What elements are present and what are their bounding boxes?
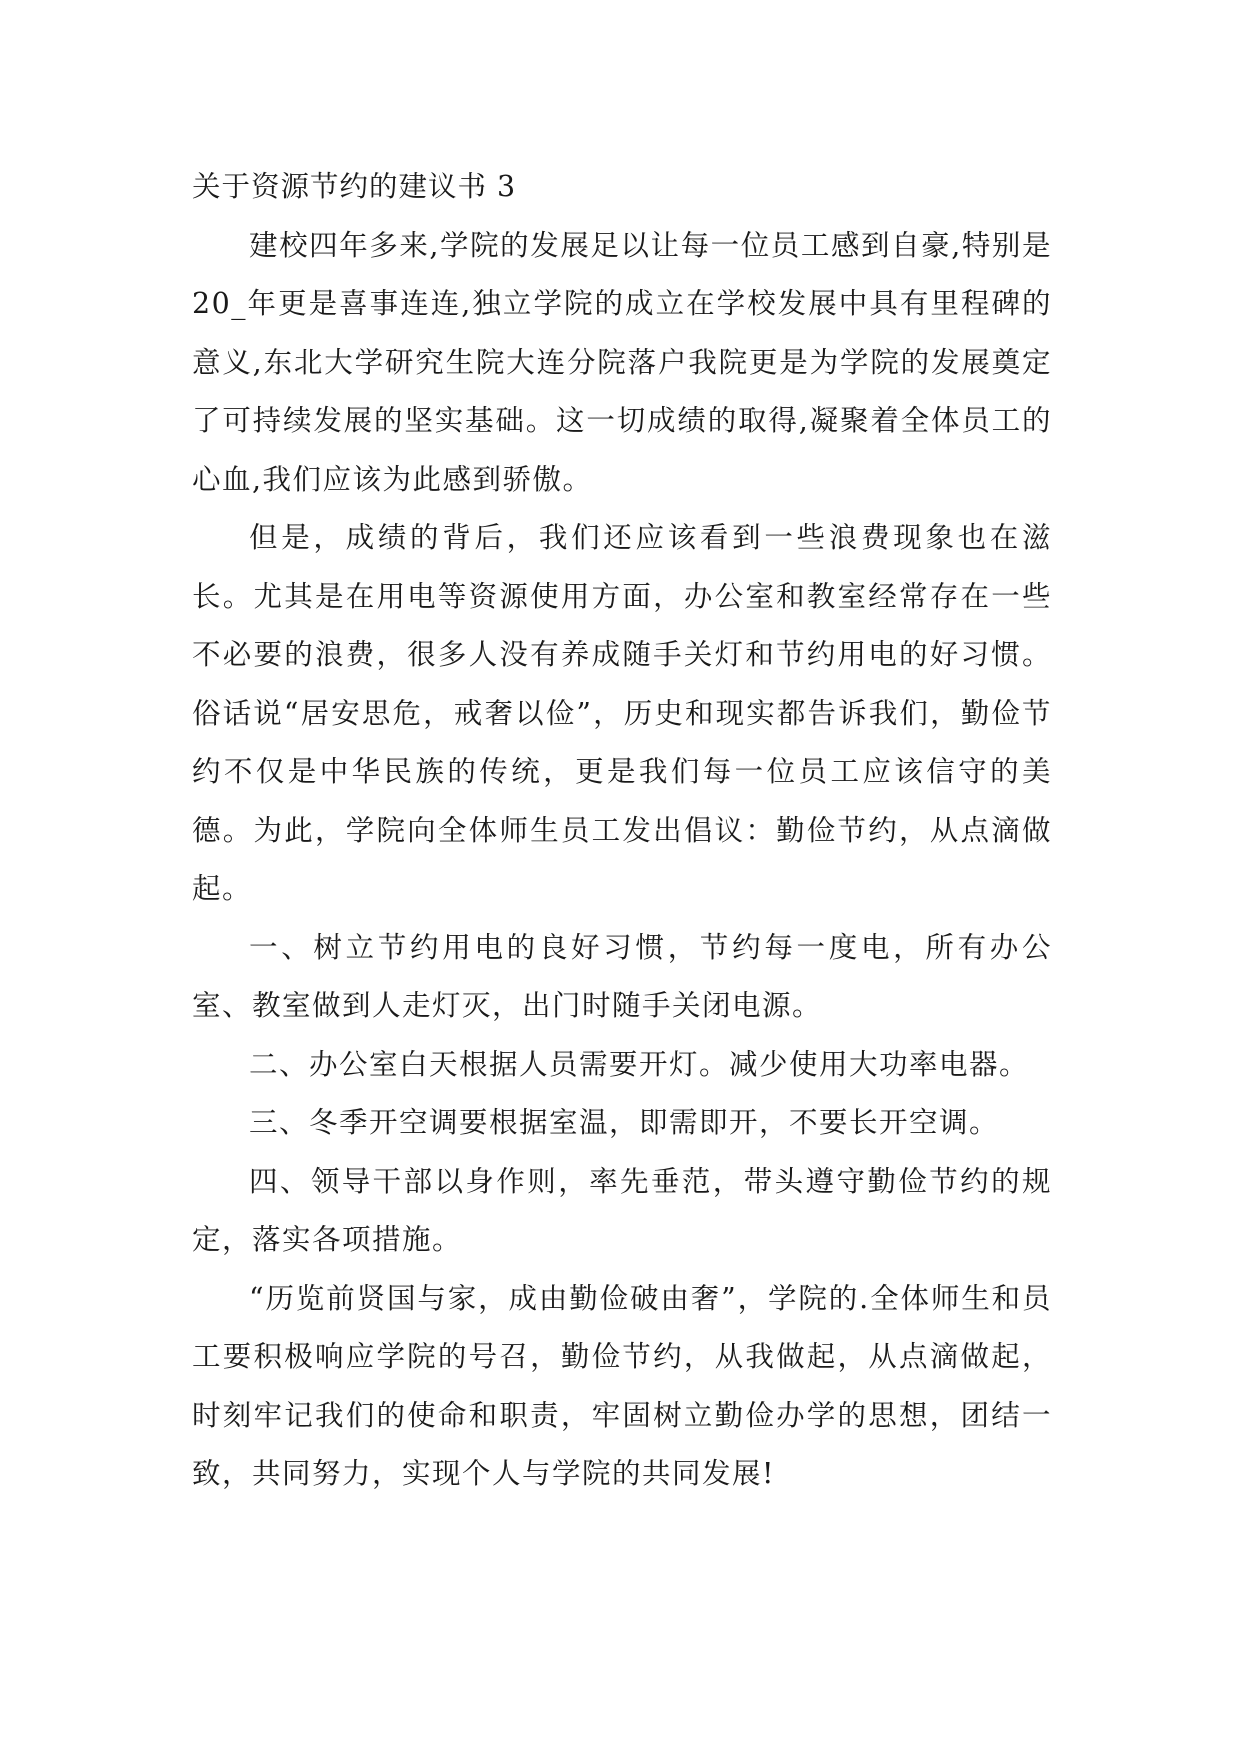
- document-title: 关于资源节约的建议书 3: [192, 170, 517, 203]
- proposal-item-2: 二、办公室白天根据人员需要开灯。减少使用大功率电器。: [249, 1047, 1030, 1081]
- paragraph-closing: “历览前贤国与家，成由勤俭破由奢”，学院的.全体师生和员工要积极响应学院的号召，勤俭节约，从我做起，从点滴做起，时刻牢记我们的使命和职责，牢固树立勤俭办学的思想，团结一致，共同努力，实现个人与学院的共同发展!: [192, 1281, 1052, 1490]
- proposal-item-4: 四、领导干部以身作则，率先垂范，带头遵守勤俭节约的规定，落实各项措施。: [192, 1164, 1052, 1256]
- proposal-item-1: 一、树立节约用电的良好习惯，节约每一度电，所有办公室、教室做到人走灯灭，出门时随手关闭电源。: [192, 930, 1052, 1022]
- paragraph-intro: 建校四年多来,学院的发展足以让每一位员工感到自豪,特别是20_年更是喜事连连,独立学院的成立在学校发展中具有里程碑的意义,东北大学研究生院大连分院落户我院更是为学院的发展奠定了可持续发展的坚实基础。这一切成绩的取得,凝聚着全体员工的心血,我们应该为此感到骄傲。: [192, 228, 1052, 496]
- proposal-item-3: 三、冬季开空调要根据室温，即需即开，不要长开空调。: [249, 1106, 1000, 1139]
- paragraph-waste: 但是，成绩的背后，我们还应该看到一些浪费现象也在滋长。尤其是在用电等资源使用方面，办公室和教室经常存在一些不必要的浪费，很多人没有养成随手关灯和节约用电的好习惯。俗话说“居安思危，戒奢以俭”，历史和现实都告诉我们，勤俭节约不仅是中华民族的传统，更是我们每一位员工应该信守的美德。为此，学院向全体师生员工发出倡议：勤俭节约，从点滴做起。: [192, 521, 1052, 905]
- document-body: [192, 158, 1052, 1504]
